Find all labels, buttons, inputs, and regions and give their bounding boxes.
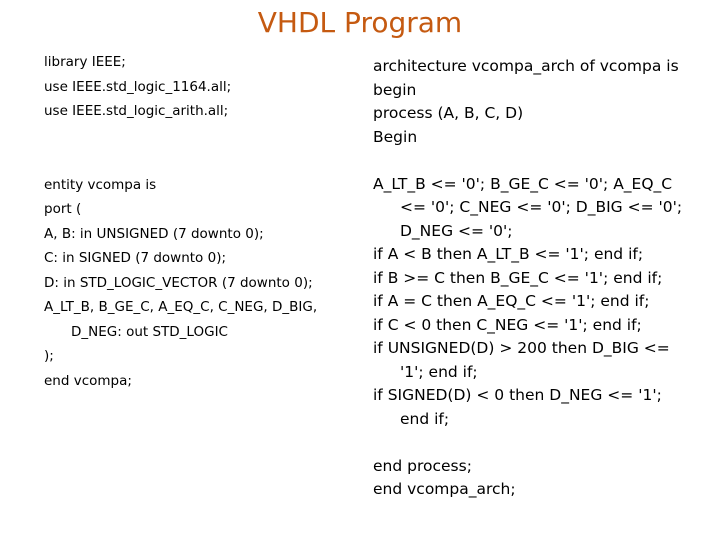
- code-line: entity vcompa is: [44, 176, 157, 193]
- blank-line: [44, 148, 354, 173]
- code-line: A_LT_B, B_GE_C, A_EQ_C, C_NEG, D_BIG, D_NEG: out STD_LOGIC: [44, 299, 318, 340]
- code-line: end vcompa_arch;: [373, 480, 516, 498]
- code-line: if UNSIGNED(D) > 200 then D_BIG <= '1'; end if;: [373, 339, 670, 381]
- code-line: end vcompa;: [44, 372, 132, 389]
- entity-code-block: [44, 50, 354, 393]
- code-line: );: [44, 348, 54, 364]
- code-line: use IEEE.std_logic_arith.all;: [44, 103, 229, 119]
- code-line: Begin: [373, 127, 418, 146]
- code-line: if B >= C then B_GE_C <= '1'; end if;: [373, 268, 663, 287]
- code-line: architecture vcompa_arch of vcompa is: [373, 57, 679, 75]
- code-line: D: in STD_LOGIC_VECTOR (7 downto 0);: [44, 274, 313, 291]
- code-line: end process;: [373, 456, 472, 475]
- code-line: process (A, B, C, D): [373, 104, 524, 122]
- blank-line: [44, 124, 354, 149]
- code-line: library IEEE;: [44, 54, 126, 70]
- code-line: if A = C then A_EQ_C <= '1'; end if;: [373, 292, 650, 310]
- architecture-code-block: [373, 55, 693, 502]
- code-line: if C < 0 then C_NEG <= '1'; end if;: [373, 315, 642, 334]
- blank-line: [373, 149, 693, 173]
- code-line: A_LT_B <= '0'; B_GE_C <= '0'; A_EQ_C <= '0'; C_NEG <= '0'; D_BIG <= '0'; D_NEG <= '0';: [373, 174, 683, 240]
- code-line: use IEEE.std_logic_1164.all;: [44, 78, 232, 95]
- code-line: begin: [373, 80, 417, 99]
- slide-title: VHDL Program: [257, 6, 463, 39]
- code-line: port (: [44, 201, 82, 217]
- blank-line: [373, 431, 693, 455]
- code-line: A, B: in UNSIGNED (7 downto 0);: [44, 225, 264, 242]
- code-line: if SIGNED(D) < 0 then D_NEG <= '1'; end if;: [373, 386, 662, 428]
- code-line: if A < B then A_LT_B <= '1'; end if;: [373, 245, 644, 263]
- code-line: C: in SIGNED (7 downto 0);: [44, 250, 227, 266]
